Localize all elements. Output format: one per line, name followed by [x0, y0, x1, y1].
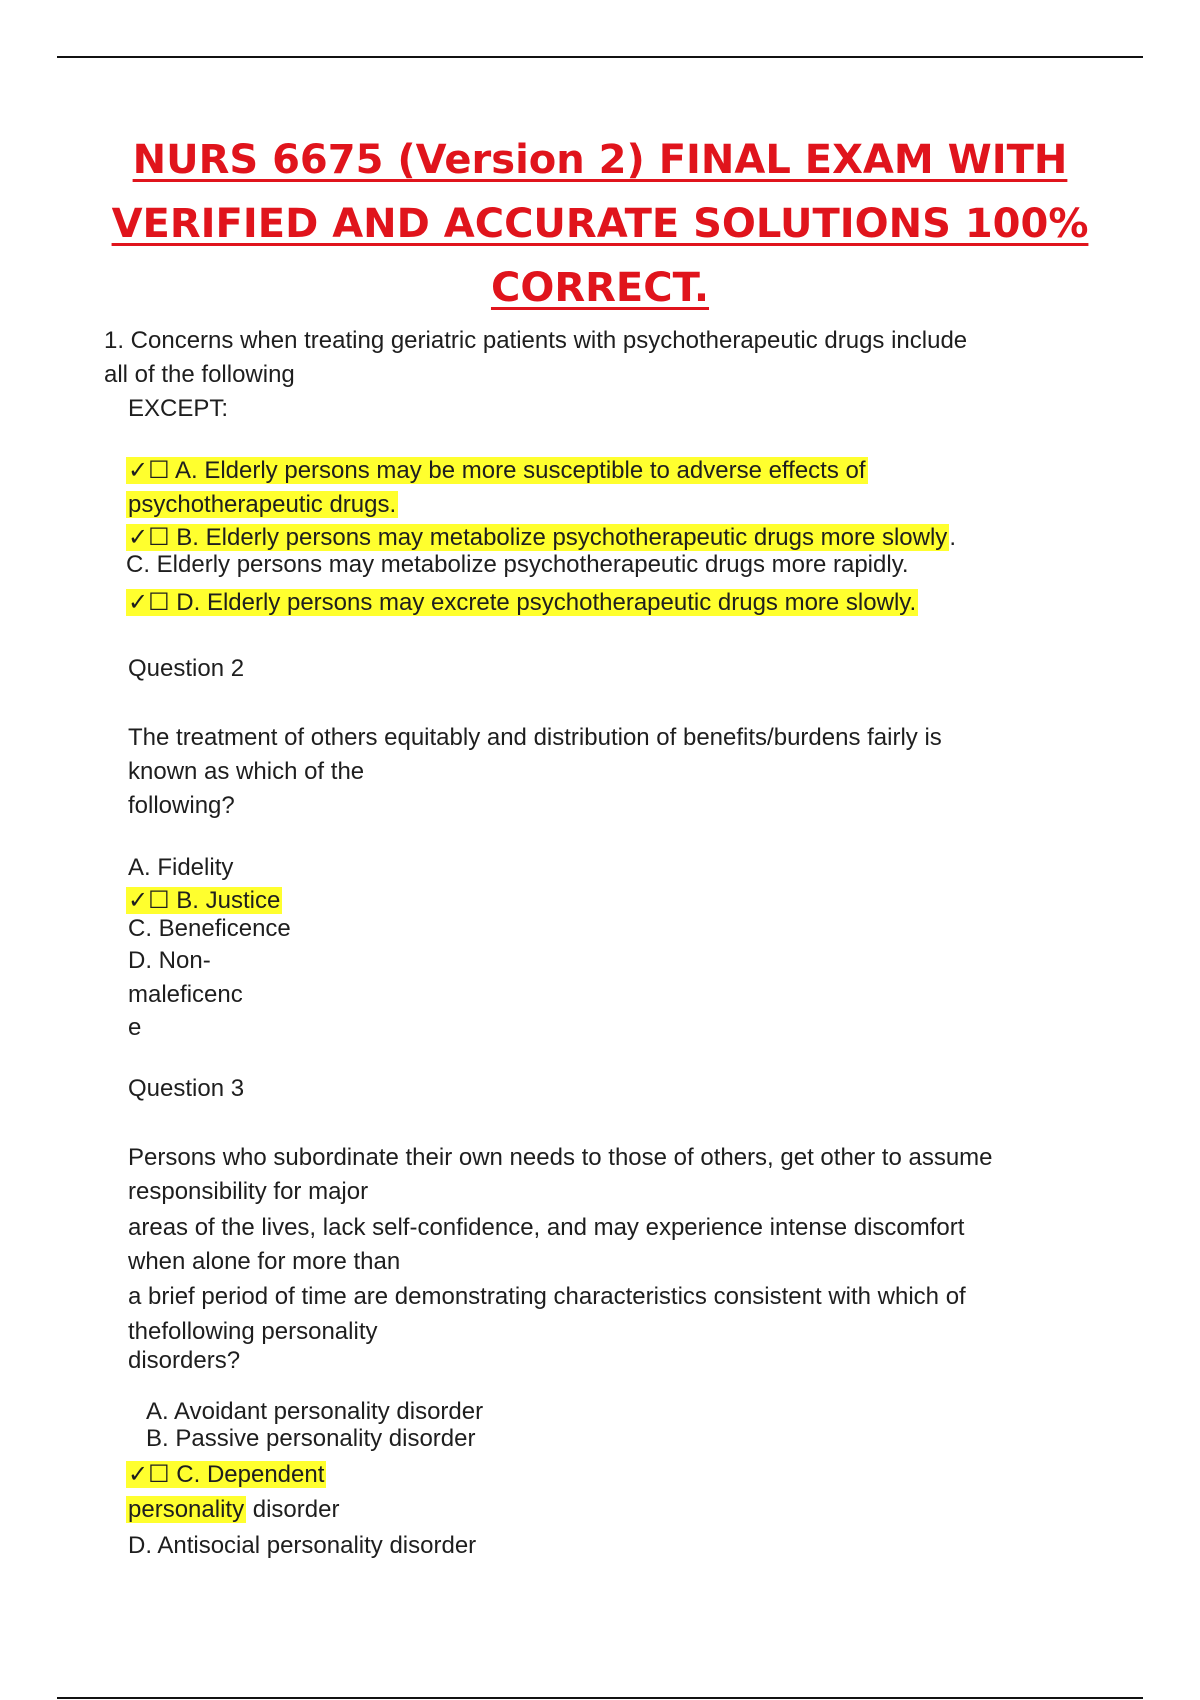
q2-option-a: A. Fidelity: [128, 854, 234, 881]
q2-option-d-line-1: D. Non-: [128, 947, 211, 974]
q3-option-c-line-2: personality disorder: [128, 1496, 340, 1523]
q2-option-b: ✓☐ B. Justice: [128, 887, 281, 914]
q1-option-d: ✓☐ D. Elderly persons may excrete psychotherapeutic drugs more slowly.: [128, 589, 917, 616]
q1-option-c: C. Elderly persons may metabolize psychotherapeutic drugs more rapidly.: [126, 551, 909, 578]
q1-stem-line-1: 1. Concerns when treating geriatric patients with psychotherapeutic drugs include: [104, 327, 968, 354]
bottom-rule: [57, 1697, 1143, 1699]
q3-option-c-line-1: ✓☐ C. Dependent: [128, 1461, 325, 1488]
q3-stem-line-3: areas of the lives, lack self-confidence, and may experience intense discomfort: [128, 1214, 965, 1241]
q3-option-a: A. Avoidant personality disorder: [146, 1398, 484, 1425]
q2-heading: Question 2: [128, 655, 245, 682]
q3-option-d: D. Antisocial personality disorder: [128, 1532, 477, 1559]
q2-option-d-line-2: maleficenc: [128, 981, 243, 1008]
q1-option-a-line-2: psychotherapeutic drugs.: [128, 491, 397, 518]
q1-option-b: ✓☐ B. Elderly persons may metabolize psychotherapeutic drugs more slowly.: [128, 524, 956, 551]
q3-heading: Question 3: [128, 1075, 245, 1102]
q2-option-c: C. Beneficence: [128, 915, 291, 942]
q3-stem-line-2: responsibility for major: [128, 1178, 369, 1205]
q3-stem-line-4: when alone for more than: [128, 1248, 401, 1275]
title-line-3: CORRECT.: [490, 265, 710, 311]
q3-stem-line-7: disorders?: [128, 1347, 241, 1374]
q2-stem-line-2: known as which of the: [128, 758, 365, 785]
q1-option-a-line-1: ✓☐ A. Elderly persons may be more susceptible to adverse effects of: [128, 457, 866, 484]
document-title: [60, 128, 1140, 320]
title-line-2: VERIFIED AND ACCURATE SOLUTIONS 100%: [111, 201, 1089, 247]
q2-option-d-line-3: e: [128, 1014, 142, 1041]
title-line-1: NURS 6675 (Version 2) FINAL EXAM WITH: [132, 137, 1068, 183]
q3-stem-line-5: a brief period of time are demonstrating characteristics consistent with which of: [128, 1283, 966, 1310]
q3-stem-line-1: Persons who subordinate their own needs to those of others, get other to assume: [128, 1144, 993, 1171]
q2-stem-line-3: following?: [128, 792, 235, 819]
q3-option-b: B. Passive personality disorder: [146, 1425, 476, 1452]
q1-stem-line-2: all of the following: [104, 361, 295, 388]
q1-stem-line-3: EXCEPT:: [128, 395, 229, 422]
top-rule: [57, 56, 1143, 58]
q3-stem-line-6: thefollowing personality: [128, 1318, 378, 1345]
q2-stem-line-1: The treatment of others equitably and distribution of benefits/burdens fairly is: [128, 724, 942, 751]
